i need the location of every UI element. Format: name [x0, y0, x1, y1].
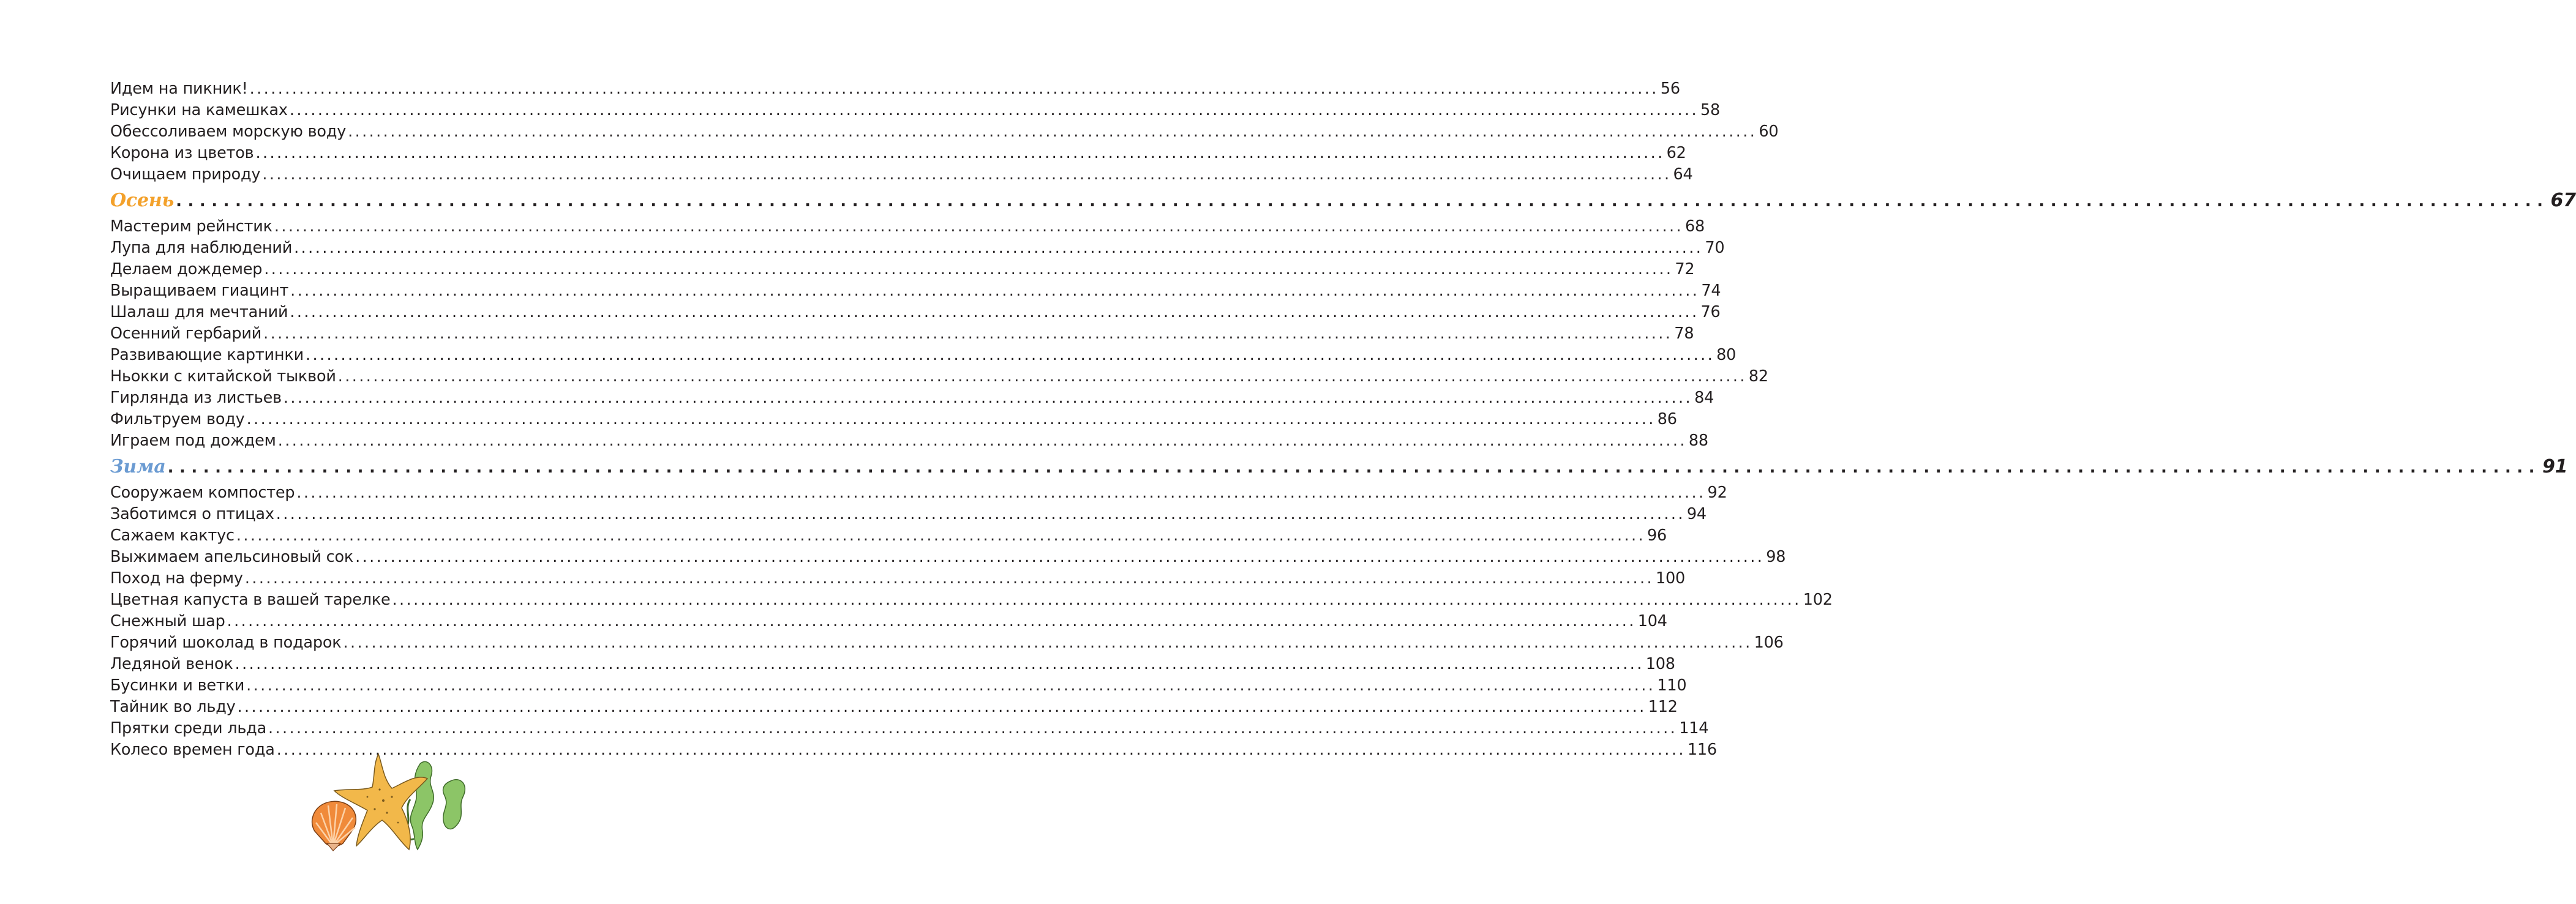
toc-entry[interactable]: [110, 164, 1693, 185]
dot-leader: ........................................................................................................................................................................................................: [290, 303, 1699, 321]
dot-leader: ........................................................................................................................................................................................................: [249, 80, 1659, 98]
toc-entry-page: 92: [1707, 484, 1727, 502]
toc-entry[interactable]: [110, 654, 1675, 675]
dot-leader: ........................................................................................................................................................................................................: [276, 505, 1685, 523]
toc-entry-page: 78: [1674, 324, 1694, 343]
toc-entry[interactable]: [110, 280, 1721, 302]
toc-entry-title: Тайник во льду: [110, 698, 236, 716]
toc-entry[interactable]: [110, 504, 1707, 525]
toc-entry[interactable]: [110, 100, 1721, 121]
toc-entry-page: 82: [1748, 367, 1768, 386]
dot-leader: ........................................................................................................................................................................................................: [227, 612, 1636, 630]
toc-entry-page: 108: [1645, 655, 1675, 673]
dot-leader: ........................................................................................................................................................................................................: [236, 526, 1646, 545]
section-title-autumn: Осень: [110, 190, 175, 211]
toc-entry-title: Корона из цветов: [110, 144, 254, 162]
seaweed-icon: [405, 761, 465, 850]
toc-entry-page: 56: [1660, 80, 1680, 98]
toc-entry-page: 76: [1700, 303, 1721, 321]
toc-entry-page: 60: [1759, 122, 1779, 141]
toc-entry-title: Мастерим рейнстик: [110, 217, 272, 236]
toc-entry-title: Бусинки и ветки: [110, 676, 245, 695]
dot-leader: ........................................................................................................................................................................................................: [262, 165, 1672, 184]
toc-entry-page: 84: [1694, 389, 1714, 407]
toc-entry-page: 102: [1803, 591, 1833, 609]
toc-entry[interactable]: [110, 387, 1714, 409]
toc-entry-page: 72: [1675, 260, 1695, 278]
toc-entry-page: 110: [1657, 676, 1687, 695]
dot-leader: ........................................................................................................................................................................................................: [294, 239, 1703, 257]
sea-illustration: [306, 752, 478, 856]
section-heading-autumn[interactable]: [110, 185, 2576, 216]
toc-entry-title: Сажаем кактус: [110, 526, 235, 545]
toc-entry-page: 98: [1766, 548, 1786, 566]
toc-entry-page: 68: [1685, 217, 1705, 236]
toc-entry[interactable]: [110, 143, 1686, 164]
toc-entry[interactable]: [110, 568, 1686, 589]
dot-leader: ........................................................................................................................................................................................................: [289, 101, 1699, 119]
dot-leader: ........................................................................................................................................................................................................: [268, 719, 1678, 738]
dot-leader: ........................................................................................................................................................................................................: [337, 367, 1747, 386]
toc-entry[interactable]: [110, 675, 1687, 697]
toc-entry[interactable]: [110, 611, 1667, 632]
dot-leader: ........................................................................................................................................................................................................: [263, 324, 1673, 343]
toc-entry-title: Делаем дождемер: [110, 260, 263, 278]
toc-entry-title: Очищаем природу: [110, 165, 261, 184]
section-page-winter: 91: [2542, 456, 2568, 477]
toc-entry[interactable]: [110, 237, 1725, 259]
toc-entry[interactable]: [110, 697, 1678, 718]
toc-entry-page: 112: [1648, 698, 1678, 716]
toc-entry[interactable]: [110, 345, 1737, 366]
toc-entry-title: Развивающие картинки: [110, 346, 304, 364]
toc-entry-title: Обессоливаем морскую воду: [110, 122, 347, 141]
dot-leader: ........................................................................................................................................................................................................: [264, 260, 1673, 278]
table-of-contents: [110, 78, 2576, 761]
toc-entry-page: 100: [1655, 569, 1686, 588]
toc-entry-page: 116: [1687, 741, 1717, 759]
dot-leader: ........................................................................................................................................................................................................: [283, 389, 1693, 407]
toc-entry[interactable]: [110, 430, 1708, 452]
toc-entry-title: Гирлянда из листьев: [110, 389, 282, 407]
toc-entry-page: 80: [1716, 346, 1737, 364]
dot-leader: ........................................................................................................................................................................................................: [296, 484, 1706, 502]
toc-entry[interactable]: [110, 409, 1677, 430]
toc-entry-title: Идем на пикник!: [110, 80, 248, 98]
toc-entry[interactable]: [110, 121, 1779, 143]
toc-entry-title: Выращиваем гиацинт: [110, 282, 289, 300]
dot-leader: ........................................................................................................................................................................................................: [305, 346, 1715, 364]
dot-leader: ........................................................................................................................................................................................................: [348, 122, 1757, 141]
toc-entry-title: Прятки среди льда: [110, 719, 267, 738]
toc-entry-title: Рисунки на камешках: [110, 101, 288, 119]
dot-leader: ........................................................................................................................................................................................................: [276, 741, 1686, 759]
toc-entry-page: 94: [1686, 505, 1707, 523]
toc-entry-title: Шалаш для мечтаний: [110, 303, 288, 321]
toc-entry[interactable]: [110, 78, 1680, 100]
toc-entry[interactable]: [110, 366, 1768, 387]
toc-entry-title: Фильтруем воду: [110, 410, 245, 428]
dot-leader: ........................................................................................................................................................................................................: [255, 144, 1665, 162]
toc-entry-page: 96: [1647, 526, 1667, 545]
toc-entry-page: 62: [1666, 144, 1686, 162]
toc-entry[interactable]: [110, 632, 1784, 654]
toc-entry-page: 70: [1705, 239, 1725, 257]
toc-entry-title: Осенний гербарий: [110, 324, 262, 343]
toc-entry-page: 106: [1754, 633, 1784, 652]
dot-leader: ........................................................................................................................................................................................................: [176, 192, 2549, 211]
toc-entry-title: Сооружаем компостер: [110, 484, 295, 502]
toc-entry-page: 86: [1657, 410, 1677, 428]
toc-entry-title: Цветная капуста в вашей тарелке: [110, 591, 391, 609]
toc-entry-title: Ньокки с китайской тыквой: [110, 367, 336, 386]
toc-entry-title: Снежный шар: [110, 612, 225, 630]
dot-leader: ........................................................................................................................................................................................................: [246, 676, 1656, 695]
toc-entry-title: Горячий шоколад в подарок: [110, 633, 342, 652]
dot-leader: ........................................................................................................................................................................................................: [392, 591, 1801, 609]
toc-entry[interactable]: [110, 216, 1705, 237]
toc-entry-page: 74: [1701, 282, 1721, 300]
toc-entry-page: 114: [1679, 719, 1709, 738]
dot-leader: ........................................................................................................................................................................................................: [246, 410, 1656, 428]
toc-entry[interactable]: [110, 259, 1695, 280]
toc-entry-page: 58: [1700, 101, 1721, 119]
section-title-winter: Зима: [110, 456, 166, 477]
dot-leader: ........................................................................................................................................................................................................: [237, 698, 1647, 716]
toc-entry-title: Колесо времен года: [110, 741, 275, 759]
dot-leader: ........................................................................................................................................................................................................: [277, 431, 1687, 450]
dot-leader: ........................................................................................................................................................................................................: [343, 633, 1752, 652]
toc-entry-title: Заботимся о птицах: [110, 505, 274, 523]
toc-entry-page: 104: [1637, 612, 1667, 630]
toc-entry[interactable]: [110, 547, 1786, 568]
toc-entry-page: 64: [1673, 165, 1693, 184]
toc-entry-title: Выжимаем апельсиновый сок: [110, 548, 354, 566]
toc-entry[interactable]: [110, 718, 1709, 739]
toc-entry[interactable]: [110, 525, 1667, 547]
dot-leader: ........................................................................................................................................................................................................: [290, 282, 1700, 300]
toc-entry[interactable]: [110, 589, 1833, 611]
dot-leader: ........................................................................................................................................................................................................: [167, 458, 2540, 477]
scallop-shell-icon: [312, 801, 356, 851]
section-heading-winter[interactable]: [110, 452, 2568, 482]
toc-entry[interactable]: [110, 302, 1721, 323]
dot-leader: ........................................................................................................................................................................................................: [274, 217, 1684, 236]
dot-leader: ........................................................................................................................................................................................................: [235, 655, 1644, 673]
dot-leader: ........................................................................................................................................................................................................: [244, 569, 1654, 588]
toc-entry[interactable]: [110, 482, 1727, 504]
section-page-autumn: 67: [2550, 190, 2576, 211]
toc-entry-title: Поход на ферму: [110, 569, 243, 588]
toc-entry[interactable]: [110, 323, 1694, 345]
dot-leader: ........................................................................................................................................................................................................: [355, 548, 1765, 566]
toc-entry-title: Играем под дождем: [110, 431, 276, 450]
toc-entry-title: Лупа для наблюдений: [110, 239, 293, 257]
toc-entry-title: Ледяной венок: [110, 655, 233, 673]
toc-entry-page: 88: [1688, 431, 1708, 450]
